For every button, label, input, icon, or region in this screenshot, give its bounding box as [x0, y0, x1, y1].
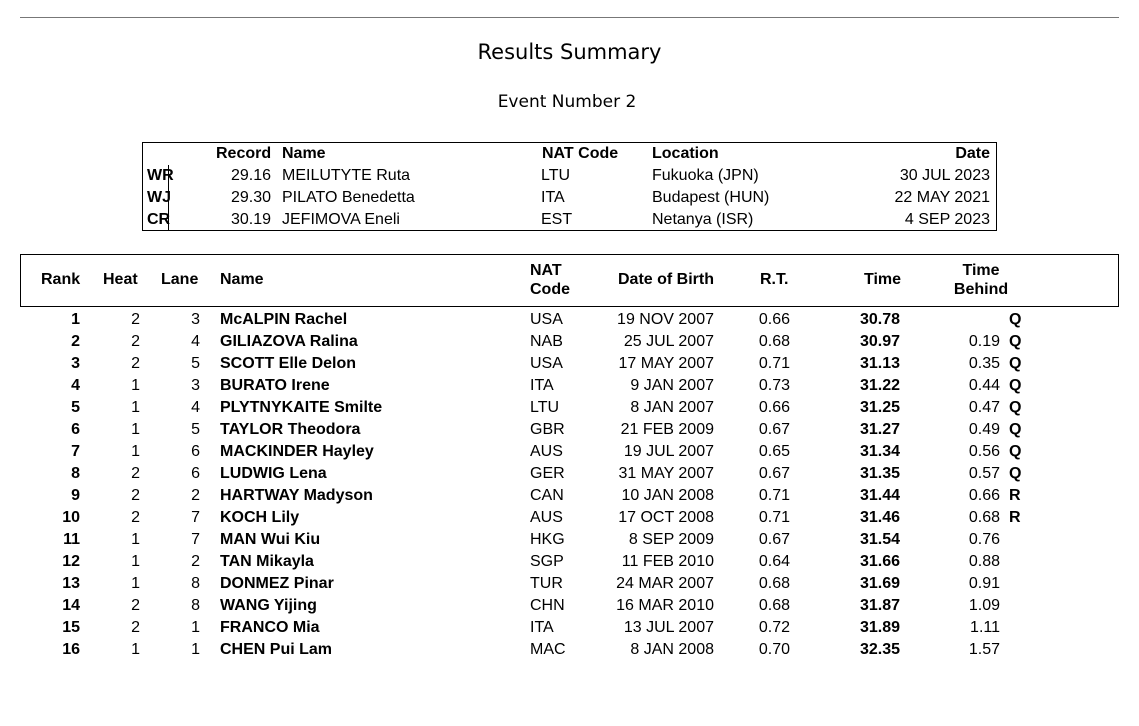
- table-row: [0, 419, 1139, 441]
- cell-nat-code: TUR: [530, 575, 563, 592]
- cell-reaction-time: 0.71: [758, 509, 790, 526]
- cell-reaction-time: 0.67: [758, 531, 790, 548]
- cell-heat: 1: [131, 531, 140, 548]
- cell-qualifier: Q: [1009, 465, 1022, 482]
- record-type: CR: [147, 211, 171, 228]
- table-row: [0, 617, 1139, 639]
- cell-rank: 7: [71, 443, 80, 460]
- cell-athlete-name: FRANCO Mia: [220, 619, 320, 636]
- cell-lane: 1: [191, 619, 200, 636]
- page-title: Results Summary: [477, 40, 662, 64]
- cell-rank: 11: [63, 531, 80, 548]
- cell-heat: 2: [131, 509, 140, 526]
- cell-lane: 2: [191, 487, 200, 504]
- record-nat-code: LTU: [541, 167, 571, 184]
- cell-reaction-time: 0.68: [758, 575, 790, 592]
- cell-lane: 5: [191, 421, 200, 438]
- table-row: [0, 507, 1139, 529]
- record-nat-code: EST: [541, 211, 573, 228]
- cell-athlete-name: BURATO Irene: [220, 377, 330, 394]
- cell-date-of-birth: 8 JAN 2007: [630, 399, 714, 416]
- records-header-location: Location: [652, 145, 719, 162]
- cell-reaction-time: 0.65: [758, 443, 790, 460]
- cell-time-behind: 1.09: [968, 597, 1000, 614]
- cell-rank: 16: [62, 641, 80, 658]
- cell-time: 30.97: [859, 333, 900, 350]
- cell-time: 31.66: [859, 553, 900, 570]
- cell-time-behind: 0.35: [968, 355, 1000, 372]
- cell-athlete-name: KOCH Lily: [220, 509, 300, 526]
- cell-athlete-name: GILIAZOVA Ralina: [220, 333, 358, 350]
- cell-heat: 1: [131, 575, 140, 592]
- cell-date-of-birth: 16 MAR 2010: [616, 597, 714, 614]
- cell-date-of-birth: 31 MAY 2007: [618, 465, 714, 482]
- cell-date-of-birth: 9 JAN 2007: [630, 377, 714, 394]
- cell-lane: 3: [191, 311, 200, 328]
- cell-reaction-time: 0.68: [758, 333, 790, 350]
- cell-athlete-name: TAN Mikayla: [220, 553, 314, 570]
- cell-time: 31.25: [859, 399, 900, 416]
- cell-athlete-name: MAN Wui Kiu: [220, 531, 321, 548]
- record-type: WJ: [147, 189, 171, 206]
- cell-time-behind: 0.44: [968, 377, 1000, 394]
- cell-date-of-birth: 13 JUL 2007: [623, 619, 714, 636]
- cell-nat-code: AUS: [530, 443, 563, 460]
- cell-nat-code: ITA: [530, 619, 554, 636]
- cell-athlete-name: PLYTNYKAITE Smilte: [220, 399, 383, 416]
- record-time: 29.30: [230, 189, 271, 206]
- cell-time: 31.44: [859, 487, 900, 504]
- cell-reaction-time: 0.72: [758, 619, 790, 636]
- cell-heat: 2: [131, 465, 140, 482]
- cell-time-behind: 0.57: [968, 465, 1000, 482]
- record-location: Budapest (HUN): [652, 189, 770, 206]
- cell-qualifier: R: [1009, 509, 1021, 526]
- cell-heat: 2: [131, 333, 140, 350]
- cell-nat-code: USA: [530, 311, 563, 328]
- cell-heat: 2: [131, 619, 140, 636]
- top-rule: [20, 17, 1119, 18]
- cell-athlete-name: HARTWAY Madyson: [220, 487, 373, 504]
- col-nat-header-line1: NAT: [530, 262, 562, 279]
- record-date: 30 JUL 2023: [899, 167, 990, 184]
- cell-reaction-time: 0.68: [758, 597, 790, 614]
- cell-athlete-name: MACKINDER Hayley: [220, 443, 374, 460]
- cell-lane: 7: [191, 531, 200, 548]
- col-behind-header-line2: Behind: [953, 281, 1009, 298]
- cell-athlete-name: SCOTT Elle Delon: [220, 355, 357, 372]
- cell-time-behind: 0.49: [968, 421, 1000, 438]
- record-holder-name: PILATO Benedetta: [282, 189, 415, 206]
- cell-rank: 15: [62, 619, 80, 636]
- cell-time: 30.78: [859, 311, 900, 328]
- cell-date-of-birth: 19 NOV 2007: [617, 311, 714, 328]
- cell-time-behind: 0.76: [968, 531, 1000, 548]
- cell-reaction-time: 0.73: [758, 377, 790, 394]
- cell-time-behind: 0.91: [968, 575, 1000, 592]
- cell-lane: 3: [191, 377, 200, 394]
- cell-rank: 2: [71, 333, 80, 350]
- col-heat-header: Heat: [103, 271, 138, 288]
- col-nat-header: [530, 261, 570, 299]
- cell-athlete-name: DONMEZ Pinar: [220, 575, 334, 592]
- cell-date-of-birth: 11 FEB 2010: [621, 553, 714, 570]
- cell-reaction-time: 0.71: [758, 355, 790, 372]
- results-header: [20, 254, 1119, 307]
- cell-rank: 14: [62, 597, 80, 614]
- cell-time: 31.87: [859, 597, 900, 614]
- cell-time: 31.34: [859, 443, 900, 460]
- records-header-nat: NAT Code: [542, 145, 619, 162]
- cell-time-behind: 1.57: [968, 641, 1000, 658]
- cell-rank: 5: [71, 399, 80, 416]
- cell-date-of-birth: 24 MAR 2007: [616, 575, 714, 592]
- cell-nat-code: GER: [530, 465, 565, 482]
- table-row: [0, 397, 1139, 419]
- cell-heat: 1: [131, 377, 140, 394]
- cell-date-of-birth: 8 SEP 2009: [628, 531, 714, 548]
- table-row: [0, 485, 1139, 507]
- table-row: [0, 463, 1139, 485]
- cell-time-behind: 0.68: [968, 509, 1000, 526]
- cell-time-behind: 1.11: [970, 619, 1000, 636]
- cell-athlete-name: CHEN Pui Lam: [220, 641, 333, 658]
- cell-heat: 2: [131, 597, 140, 614]
- cell-athlete-name: TAYLOR Theodora: [220, 421, 361, 438]
- cell-reaction-time: 0.67: [758, 465, 790, 482]
- cell-reaction-time: 0.67: [758, 421, 790, 438]
- cell-time: 31.35: [859, 465, 900, 482]
- table-row: [0, 529, 1139, 551]
- table-row: [0, 375, 1139, 397]
- cell-nat-code: HKG: [530, 531, 565, 548]
- col-lane-header: Lane: [161, 271, 199, 288]
- records-header-date: Date: [955, 145, 990, 162]
- cell-athlete-name: WANG Yijing: [220, 597, 317, 614]
- cell-rank: 8: [71, 465, 80, 482]
- cell-rank: 6: [71, 421, 80, 438]
- cell-nat-code: AUS: [530, 509, 563, 526]
- cell-reaction-time: 0.70: [758, 641, 790, 658]
- cell-lane: 6: [191, 443, 200, 460]
- cell-reaction-time: 0.64: [758, 553, 790, 570]
- cell-qualifier: Q: [1009, 333, 1022, 350]
- cell-heat: 2: [131, 311, 140, 328]
- event-number: Event Number 2: [497, 92, 637, 112]
- cell-nat-code: SGP: [530, 553, 564, 570]
- cell-nat-code: GBR: [530, 421, 565, 438]
- cell-lane: 4: [191, 399, 200, 416]
- record-time: 30.19: [230, 211, 271, 228]
- cell-qualifier: Q: [1009, 399, 1022, 416]
- cell-date-of-birth: 10 JAN 2008: [621, 487, 714, 504]
- cell-qualifier: Q: [1009, 355, 1022, 372]
- cell-time-behind: 0.47: [968, 399, 1000, 416]
- record-location: Fukuoka (JPN): [652, 167, 759, 184]
- cell-time-behind: 0.19: [968, 333, 1000, 350]
- record-type: WR: [147, 167, 174, 184]
- cell-lane: 1: [191, 641, 200, 658]
- cell-lane: 8: [191, 597, 200, 614]
- cell-lane: 2: [191, 553, 200, 570]
- table-row: [0, 331, 1139, 353]
- cell-time: 31.46: [859, 509, 900, 526]
- col-rank-header: Rank: [41, 271, 81, 288]
- cell-athlete-name: McALPIN Rachel: [220, 311, 348, 328]
- cell-lane: 4: [191, 333, 200, 350]
- cell-qualifier: Q: [1009, 311, 1022, 328]
- cell-time: 31.54: [859, 531, 900, 548]
- cell-time: 31.22: [859, 377, 900, 394]
- col-name-header: Name: [220, 271, 264, 288]
- cell-time-behind: 0.88: [968, 553, 1000, 570]
- cell-qualifier: Q: [1009, 377, 1022, 394]
- cell-heat: 1: [131, 399, 140, 416]
- cell-time: 31.89: [859, 619, 900, 636]
- cell-rank: 9: [71, 487, 80, 504]
- cell-heat: 1: [131, 553, 140, 570]
- cell-rank: 10: [62, 509, 80, 526]
- cell-time: 31.13: [859, 355, 900, 372]
- col-behind-header: [931, 261, 1031, 299]
- table-row: [0, 639, 1139, 661]
- cell-date-of-birth: 21 FEB 2009: [620, 421, 714, 438]
- cell-date-of-birth: 19 JUL 2007: [623, 443, 714, 460]
- cell-heat: 2: [131, 487, 140, 504]
- cell-date-of-birth: 25 JUL 2007: [623, 333, 714, 350]
- record-holder-name: JEFIMOVA Eneli: [282, 211, 400, 228]
- cell-time: 32.35: [859, 641, 900, 658]
- cell-lane: 8: [191, 575, 200, 592]
- record-date: 4 SEP 2023: [904, 211, 990, 228]
- table-row: [0, 595, 1139, 617]
- cell-lane: 6: [191, 465, 200, 482]
- cell-rank: 3: [71, 355, 80, 372]
- cell-athlete-name: LUDWIG Lena: [220, 465, 327, 482]
- cell-time: 31.69: [859, 575, 900, 592]
- cell-rank: 13: [62, 575, 80, 592]
- cell-rank: 1: [71, 311, 80, 328]
- cell-time: 31.27: [859, 421, 900, 438]
- record-date: 22 MAY 2021: [894, 189, 990, 206]
- cell-heat: 2: [131, 355, 140, 372]
- cell-reaction-time: 0.71: [758, 487, 790, 504]
- records-table: [142, 142, 997, 231]
- cell-heat: 1: [131, 641, 140, 658]
- col-nat-header-line2: Code: [530, 281, 570, 298]
- cell-heat: 1: [131, 421, 140, 438]
- cell-nat-code: CAN: [530, 487, 564, 504]
- record-nat-code: ITA: [541, 189, 565, 206]
- table-row: [0, 573, 1139, 595]
- table-row: [0, 551, 1139, 573]
- cell-reaction-time: 0.66: [758, 311, 790, 328]
- cell-date-of-birth: 17 OCT 2008: [618, 509, 714, 526]
- record-time: 29.16: [230, 167, 271, 184]
- cell-time-behind: 0.66: [968, 487, 1000, 504]
- cell-qualifier: R: [1009, 487, 1021, 504]
- cell-heat: 1: [131, 443, 140, 460]
- cell-qualifier: Q: [1009, 443, 1022, 460]
- cell-date-of-birth: 8 JAN 2008: [630, 641, 714, 658]
- records-header-name: Name: [282, 145, 326, 162]
- cell-nat-code: NAB: [530, 333, 563, 350]
- cell-rank: 12: [62, 553, 80, 570]
- cell-lane: 5: [191, 355, 200, 372]
- cell-nat-code: LTU: [530, 399, 560, 416]
- col-dob-header: Date of Birth: [618, 271, 714, 288]
- cell-rank: 4: [71, 377, 80, 394]
- col-behind-header-line1: Time: [962, 262, 1000, 279]
- table-row: [0, 441, 1139, 463]
- cell-date-of-birth: 17 MAY 2007: [618, 355, 714, 372]
- record-holder-name: MEILUTYTE Ruta: [282, 167, 411, 184]
- table-row: [0, 353, 1139, 375]
- col-rt-header: R.T.: [760, 271, 789, 288]
- cell-nat-code: ITA: [530, 377, 554, 394]
- records-header-record: Record: [216, 145, 272, 162]
- cell-nat-code: CHN: [530, 597, 565, 614]
- cell-qualifier: Q: [1009, 421, 1022, 438]
- cell-nat-code: USA: [530, 355, 563, 372]
- cell-time-behind: 0.56: [968, 443, 1000, 460]
- cell-lane: 7: [191, 509, 200, 526]
- cell-nat-code: MAC: [530, 641, 566, 658]
- record-location: Netanya (ISR): [652, 211, 754, 228]
- col-time-header: Time: [864, 271, 902, 288]
- cell-reaction-time: 0.66: [758, 399, 790, 416]
- table-row: [0, 309, 1139, 331]
